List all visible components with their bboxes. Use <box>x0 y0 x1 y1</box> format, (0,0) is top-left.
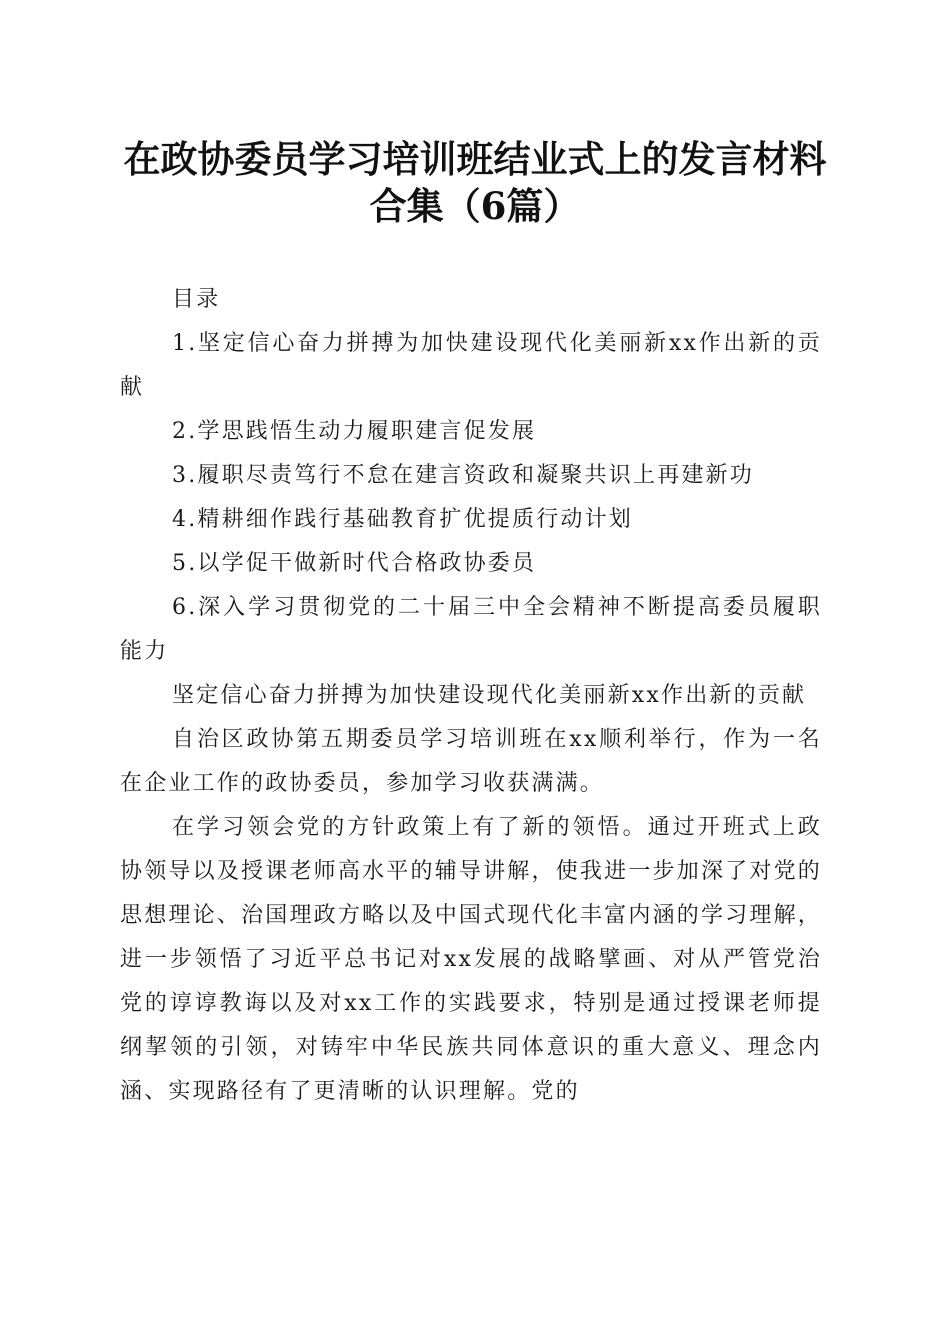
toc-item-2: 2.学思践悟生动力履职建言促发展 <box>172 419 537 444</box>
toc-item-4: 4.精耕细作践行基础教育扩优提质行动计划 <box>172 507 633 532</box>
toc-item-3: 3.履职尽责笃行不怠在建言资政和凝聚共识上再建新功 <box>172 463 754 488</box>
section-heading: 坚定信心奋力拼搏为加快建设现代化美丽新xx作出新的贡献 <box>172 683 807 708</box>
toc-heading: 目录 <box>172 287 221 312</box>
toc-item-6: 6.深入学习贯彻党的二十届三中全会精神不断提高委员履职能力 <box>120 595 822 664</box>
document-body <box>120 278 822 1114</box>
toc-item-5: 5.以学促干做新时代合格政协委员 <box>172 551 537 576</box>
document-title: 在政协委员学习培训班结业式上的发言材料合集（6篇） <box>123 137 827 228</box>
toc-item-1: 1.坚定信心奋力拼搏为加快建设现代化美丽新xx作出新的贡献 <box>120 331 822 400</box>
body-paragraph: 自治区政协第五期委员学习培训班在xx顺利举行，作为一名在企业工作的政协委员，参加学习收获满满。 <box>120 727 822 796</box>
body-paragraph: 在学习领会党的方针政策上有了新的领悟。通过开班式上政协领导以及授课老师高水平的辅导讲解，使我进一步加深了对党的思想理论、治国理政方略以及中国式现代化丰富内涵的学习理解，进一步领悟了习近平总书记对xx发展的战略擘画、对从严管党治党的谆谆教诲以及对xx工作的实践要求，特别是通过授课老师提纲挈领的引领，对铸牢中华民族共同体意识的重大意义、理念内涵、实现路径有了更清晰的认识理解。党的 <box>120 815 822 1104</box>
